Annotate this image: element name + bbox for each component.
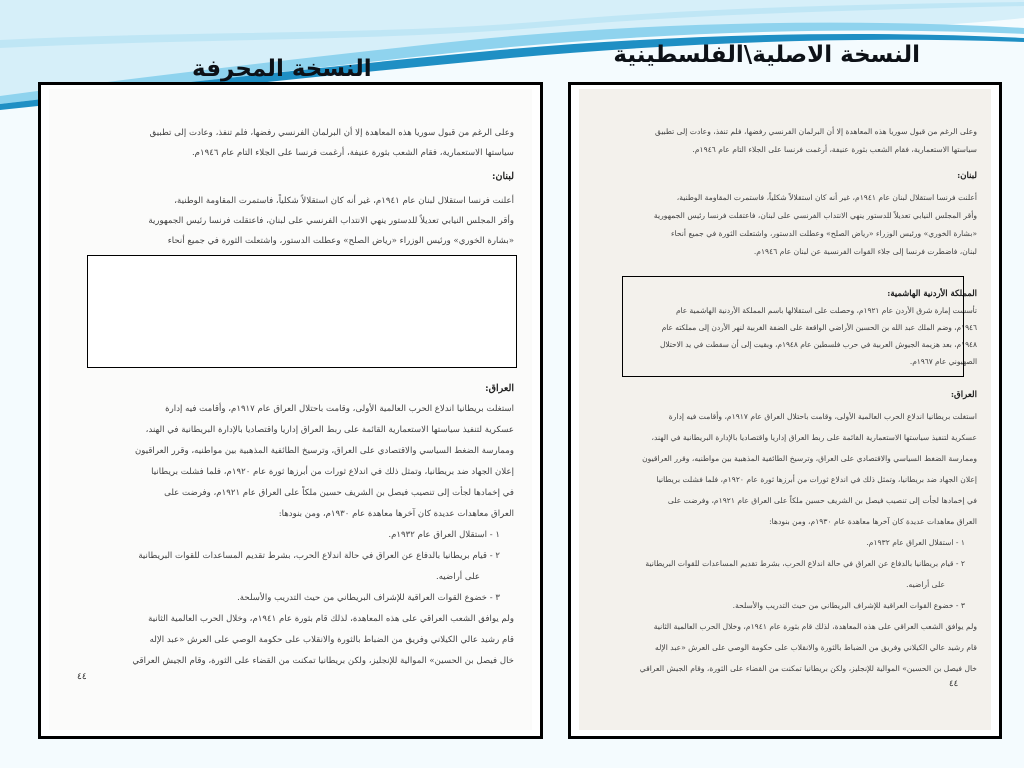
original-lebanon-paragraph — [623, 189, 977, 261]
text-line: تأسست إمارة شرق الأردن عام ١٩٢١م، وحصلت على استقلالها باسم المملكة الأردنية الهاشمية عام — [675, 306, 977, 315]
text-line: وأقر المجلس النيابي تعديلاً للدستور ينهي الانتداب الفرنسي على لبنان، فاعتقلت فرنسا رئيس الجمهورية — [148, 216, 514, 226]
text-line: أعلنت فرنسا استقلال لبنان عام ١٩٤١م، غير أنه كان استقلالاً شكلياً، فاستمرت المقاومة الوطنية، — [174, 196, 514, 206]
text-line: قام رشيد عالي الكيلاني وفريق من الضباط بالثورة والانقلاب على حكومة الوصي على العرش «عبد الإله — [149, 635, 514, 645]
altered-page-text-lower — [71, 378, 514, 672]
original-iraq-paragraph — [623, 406, 977, 532]
altered-iraq-paragraph — [71, 399, 514, 525]
text-line: وممارسة الضغط السياسي والاقتصادي على العراق، وترسيخ الطائفية المذهبية بين مواطنيه، وقرر العراقيون — [642, 454, 977, 463]
altered-lebanon-heading: لبنان: — [491, 171, 514, 182]
original-version-title: النسخة الاصلية\الفلسطينية — [613, 42, 920, 68]
text-line: ولم يوافق الشعب العراقي على هذه المعاهدة، لذلك قام بثورة عام ١٩٤١م، وخلال الحرب العالمية الثانية — [653, 622, 977, 631]
text-line: في إخمادها لجأت إلى تنصيب فيصل بن الشريف حسين ملكاً على العراق عام ١٩٢١م، وفرضت على — [164, 488, 514, 498]
original-page-text-lower — [623, 385, 977, 679]
text-line: في إخمادها لجأت إلى تنصيب فيصل بن الشريف حسين ملكاً على العراق عام ١٩٢١م، وفرضت على — [667, 496, 977, 505]
altered-page-text — [71, 123, 514, 271]
text-line: وعلى الرغم من قبول سوريا هذه المعاهدة إلا أن البرلمان الفرنسي رفضها، فلم تنفذ، وعادت إلى تطبيق — [654, 127, 977, 136]
altered-page-frame — [38, 82, 543, 739]
text-line: إعلان الجهاد ضد بريطانيا، وتمثل ذلك في اندلاع ثورات من أبرزها ثورة عام ١٩٢٠م، فلما فشلت بريطانيا — [151, 467, 514, 477]
original-page-frame — [568, 82, 1002, 739]
original-page-number: ٤٤ — [949, 679, 959, 689]
original-jordan-heading: المملكة الأردنية الهاشمية: — [887, 288, 977, 298]
text-line: استغلت بريطانيا اندلاع الحرب العالمية الأولى، وقامت باحتلال العراق عام ١٩١٧م، وأقامت فيه إدارة — [668, 412, 977, 421]
altered-closing-paragraph — [71, 609, 514, 672]
list-item: ١ - استقلال العراق عام ١٩٣٢م. — [866, 538, 965, 547]
text-line: العراق معاهدات عديدة كان آخرها معاهدة عام ١٩٣٠م، ومن بنودها: — [278, 509, 514, 519]
text-line: إعلان الجهاد ضد بريطانيا، وتمثل ذلك في اندلاع ثورات من أبرزها ثورة عام ١٩٢٠م، فلما فشلت بريطانيا — [656, 475, 977, 484]
list-item: على أراضيه. — [435, 572, 480, 582]
text-line: العراق معاهدات عديدة كان آخرها معاهدة عام ١٩٣٠م، ومن بنودها: — [769, 517, 977, 526]
text-line: «بشارة الخوري» ورئيس الوزراء «رياض الصلح» وعطلت الدستور، واشتعلت الثورة في جميع أنحاء — [671, 229, 977, 238]
list-item: ١ - استقلال العراق عام ١٩٣٢م. — [388, 530, 500, 540]
removed-section-box — [87, 255, 517, 368]
altered-page-scan — [49, 89, 532, 730]
original-treaty-list — [623, 532, 977, 616]
text-line: وممارسة الضغط السياسي والاقتصادي على العراق، وترسيخ الطائفية المذهبية بين مواطنيه، وقرر العراقيون — [134, 446, 514, 456]
text-line: ١٩٤٦م، وضم الملك عبد الله بن الحسين الأراضي الواقعة على الضفة الغربية لنهر الأردن إلى مملكته عام — [661, 323, 977, 332]
original-top-paragraph — [623, 123, 977, 159]
text-line: قام رشيد عالي الكيلاني وفريق من الضباط بالثورة والانقلاب على حكومة الوصي على العرش «عبد الإله — [655, 643, 977, 652]
original-iraq-heading: العراق: — [950, 390, 977, 400]
text-line: خال فيصل بن الحسين» الموالية للإنجليز، ولكن بريطانيا تمكنت من القضاء على الثورة، وقام الجيش العراقي — [639, 664, 977, 673]
text-line: عسكرية لتنفيذ سياستها الاستعمارية القائمة على ربط العراق إداريا واقتصاديا بالإدارة البريطانية في الهند، — [145, 425, 514, 435]
text-line: الصهيوني عام ١٩٦٧م. — [909, 357, 977, 366]
highlighted-section-box — [622, 276, 964, 377]
altered-version-title: النسخة المحرفة — [192, 56, 372, 82]
altered-iraq-heading: العراق: — [485, 383, 514, 394]
altered-page-number: ٤٤ — [77, 672, 87, 682]
text-line: عسكرية لتنفيذ سياستها الاستعمارية القائمة على ربط العراق إداريا واقتصاديا بالإدارة البريطانية في الهند، — [651, 433, 977, 442]
text-line: «بشارة الخوري» ورئيس الوزراء «رياض الصلح» وعطلت الدستور، واشتعلت الثورة في جميع أنحاء — [167, 236, 514, 246]
list-item: ٢ - قيام بريطانيا بالدفاع عن العراق في حالة اندلاع الحرب، بشرط تقديم المساعدات للقوات البريطانية — [138, 551, 500, 561]
text-line: ولم يوافق الشعب العراقي على هذه المعاهدة، لذلك قام بثورة عام ١٩٤١م، وخلال الحرب العالمية الثانية — [148, 614, 514, 624]
list-item: ٣ - خضوع القوات العراقية للإشراف البريطاني من حيث التدريب والأسلحة. — [732, 601, 965, 610]
text-line: خال فيصل بن الحسين» الموالية للإنجليز، ولكن بريطانيا تمكنت من القضاء على الثورة، وقام الجيش العراقي — [132, 656, 514, 666]
altered-treaty-list — [71, 525, 514, 609]
text-line: أعلنت فرنسا استقلال لبنان عام ١٩٤١م، غير أنه كان استقلالاً شكلياً، فاستمرت المقاومة الوطنية، — [676, 193, 977, 202]
original-closing-paragraph — [623, 616, 977, 679]
text-line: استغلت بريطانيا اندلاع الحرب العالمية الأولى، وقامت باحتلال العراق عام ١٩١٧م، وأقامت فيه إدارة — [165, 404, 514, 414]
text-line: لبنان، فاضطرت فرنسا إلى جلاء القوات الفرنسية عن لبنان عام ١٩٤٦م. — [753, 247, 977, 256]
text-line: سياستها الاستعمارية، فقام الشعب بثورة عنيفة، أرغمت فرنسا على الجلاء التام عام ١٩٤٦م. — [191, 148, 514, 158]
text-line: وعلى الرغم من قبول سوريا هذه المعاهدة إلا أن البرلمان الفرنسي رفضها، فلم تنفذ، وعادت إلى تطبيق — [149, 128, 514, 138]
list-item: ٢ - قيام بريطانيا بالدفاع عن العراق في حالة اندلاع الحرب، بشرط تقديم المساعدات للقوات البريطانية — [645, 559, 965, 568]
text-line: سياستها الاستعمارية، فقام الشعب بثورة عنيفة، أرغمت فرنسا على الجلاء التام عام ١٩٤٦م. — [692, 145, 977, 154]
text-line: وأقر المجلس النيابي تعديلاً للدستور ينهي الانتداب الفرنسي على لبنان، فاعتقلت فرنسا رئيس الجمهورية — [653, 211, 977, 220]
text-line: ١٩٤٨م، بعد هزيمة الجيوش العربية في حرب فلسطين عام ١٩٤٨م، وبقيت إلى أن سقطت في يد الاحتلال — [660, 340, 977, 349]
list-item: ٣ - خضوع القوات العراقية للإشراف البريطاني من حيث التدريب والأسلحة. — [237, 593, 500, 603]
original-page-text — [623, 123, 977, 261]
original-lebanon-heading: لبنان: — [957, 171, 977, 181]
altered-top-paragraph — [71, 123, 514, 163]
original-page-scan — [579, 89, 991, 730]
list-item: على أراضيه. — [906, 580, 945, 589]
